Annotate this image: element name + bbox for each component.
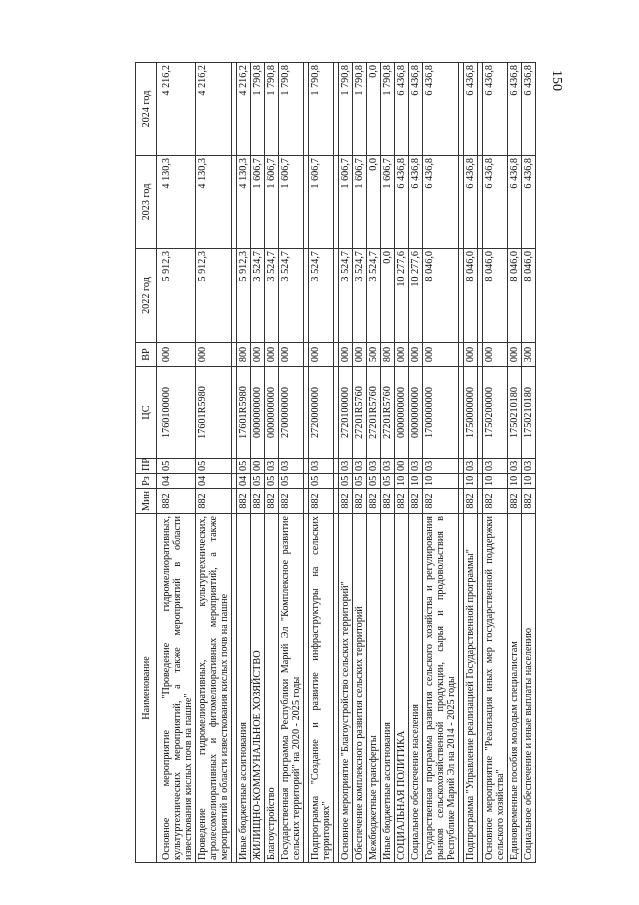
cell-2024: 6 436,8 [508,63,522,156]
cell-2023: 6 436,8 [409,156,423,249]
cell-cs: 0000000000 [395,367,409,459]
cell-name: Единовременные пособия молодым специалистам [508,514,522,863]
cell-pr: 03 [522,459,536,474]
cell-2023: 6 436,8 [508,156,522,249]
cell-rz: 05 [279,474,304,489]
cell-pr: 03 [464,459,478,474]
cell-vr: 800 [237,343,251,367]
cell-name: Обеспечение комплексного развития сельских территорий [353,514,367,863]
cell-min: 882 [464,489,478,514]
cell-2023: 6 436,8 [464,156,478,249]
cell-2022: 8 046,0 [464,249,478,343]
cell-2022: 8 046,0 [483,249,508,343]
cell-2024: 6 436,8 [395,63,409,156]
cell-pr: 03 [508,459,522,474]
cell-cs: 1750210180 [522,367,536,459]
cell-2024: 1 790,8 [265,63,279,156]
cell-min: 882 [279,489,304,514]
cell-name: СОЦИАЛЬНАЯ ПОЛИТИКА [395,514,409,863]
cell-vr: 000 [265,343,279,367]
cell-vr: 000 [251,343,265,367]
cell-2023: 1 606,7 [279,156,304,249]
cell-rz: 05 [265,474,279,489]
cell-min: 882 [196,489,232,514]
cell-vr: 300 [522,343,536,367]
cell-pr: 00 [251,459,265,474]
cell-rz: 05 [251,474,265,489]
cell-min: 882 [353,489,367,514]
cell-vr: 000 [483,343,508,367]
cell-2023: 6 436,8 [483,156,508,249]
table-body [157,63,536,863]
cell-2024: 6 436,8 [423,63,459,156]
cell-2022: 5 912,3 [237,249,251,343]
cell-name: Социальное обеспечение и иные выплаты населению [522,514,536,863]
cell-vr: 000 [508,343,522,367]
cell-cs: 27201R5760 [353,367,367,459]
table-row [265,63,279,863]
cell-pr: 03 [265,459,279,474]
cell-vr: 000 [339,343,353,367]
cell-2022: 3 524,7 [251,249,265,343]
cell-vr: 000 [464,343,478,367]
cell-2022: 10 277,6 [409,249,423,343]
cell-name: Государственная программа развития сельского хозяйства и регулирования рынков сельскохозяйственной продукции, сырья и продовольствия в Республике Марий Эл на 2014 - 2025 годы [423,514,459,863]
cell-cs: 27201R5760 [367,367,381,459]
header-pr: ПР [136,459,157,474]
header-2022: 2022 год [136,249,157,343]
cell-2023: 1 606,7 [353,156,367,249]
table-row [522,63,536,863]
cell-rz: 05 [339,474,353,489]
cell-vr: 000 [196,343,232,367]
cell-2022: 3 524,7 [309,249,334,343]
cell-2022: 3 524,7 [339,249,353,343]
table-row [339,63,353,863]
cell-name: Благоустройство [265,514,279,863]
cell-min: 882 [423,489,459,514]
cell-2024: 4 216,2 [237,63,251,156]
cell-cs: 0000000000 [265,367,279,459]
cell-vr: 000 [309,343,334,367]
cell-cs: 2700000000 [279,367,304,459]
table-row [508,63,522,863]
cell-pr: 00 [395,459,409,474]
cell-pr: 03 [423,459,459,474]
cell-cs: 27201R5760 [381,367,395,459]
cell-2022: 5 912,3 [196,249,232,343]
header-row [136,63,157,863]
cell-vr: 000 [423,343,459,367]
cell-2024: 1 790,8 [251,63,265,156]
cell-rz: 05 [381,474,395,489]
cell-pr: 03 [367,459,381,474]
table-row [251,63,265,863]
cell-min: 882 [409,489,423,514]
rotated-page [135,63,625,863]
cell-vr: 000 [279,343,304,367]
cell-rz: 04 [157,474,196,489]
cell-rz: 04 [196,474,232,489]
cell-2022: 8 046,0 [423,249,459,343]
table-row [483,63,508,863]
cell-2023: 1 606,7 [381,156,395,249]
cell-2023: 6 436,8 [522,156,536,249]
table-row [367,63,381,863]
header-vr: ВР [136,343,157,367]
cell-2024: 1 790,8 [339,63,353,156]
cell-2024: 6 436,8 [464,63,478,156]
cell-name: Иные бюджетные ассигнования [237,514,251,863]
cell-2023: 6 436,8 [423,156,459,249]
header-2023: 2023 год [136,156,157,249]
table-row [309,63,334,863]
cell-name: Подпрограмма "Создание и развитие инфраструктуры на сельских территориях" [309,514,334,863]
table-row [353,63,367,863]
table-row [464,63,478,863]
cell-min: 882 [251,489,265,514]
cell-pr: 03 [381,459,395,474]
cell-2023: 1 606,7 [339,156,353,249]
cell-cs: 1760100000 [157,367,196,459]
header-2024: 2024 год [136,63,157,156]
cell-cs: 0000000000 [251,367,265,459]
cell-pr: 03 [279,459,304,474]
cell-cs: 17601R5980 [196,367,232,459]
cell-vr: 000 [409,343,423,367]
cell-cs: 2720100000 [339,367,353,459]
cell-min: 882 [367,489,381,514]
cell-pr: 05 [196,459,232,474]
cell-2023: 4 130,3 [237,156,251,249]
cell-vr: 000 [395,343,409,367]
cell-2024: 4 216,2 [196,63,232,156]
cell-2023: 0,0 [367,156,381,249]
cell-2024: 1 790,8 [309,63,334,156]
table-row [423,63,459,863]
table-row [279,63,304,863]
cell-rz: 05 [353,474,367,489]
cell-cs: 1750000000 [464,367,478,459]
cell-2024: 1 790,8 [353,63,367,156]
cell-pr: 05 [237,459,251,474]
table-row [395,63,409,863]
cell-2022: 3 524,7 [279,249,304,343]
budget-table [135,62,536,863]
cell-name: Иные бюджетные ассигнования [381,514,395,863]
cell-2022: 8 046,0 [522,249,536,343]
cell-2022: 0,0 [381,249,395,343]
cell-2022: 3 524,7 [367,249,381,343]
cell-rz: 10 [423,474,459,489]
cell-2024: 6 436,8 [483,63,508,156]
cell-rz: 10 [464,474,478,489]
cell-2024: 1 790,8 [279,63,304,156]
cell-rz: 10 [522,474,536,489]
cell-2024: 6 436,8 [522,63,536,156]
cell-pr: 03 [353,459,367,474]
cell-min: 882 [483,489,508,514]
cell-rz: 10 [395,474,409,489]
cell-2023: 6 436,8 [395,156,409,249]
cell-2022: 8 046,0 [508,249,522,343]
cell-name: Проведение гидромелиоративных, культуртехнических, агролесомелиоративных и фитомелиоративных мероприятий, а также мероприятий в области известкования кислых почв на пашне [196,514,232,863]
cell-2024: 4 216,2 [157,63,196,156]
cell-2024: 0,0 [367,63,381,156]
cell-vr: 000 [157,343,196,367]
cell-min: 882 [157,489,196,514]
cell-name: Межбюджетные трансферты [367,514,381,863]
cell-2023: 1 606,7 [251,156,265,249]
cell-2023: 4 130,3 [157,156,196,249]
cell-min: 882 [339,489,353,514]
table-row [409,63,423,863]
cell-2022: 10 277,6 [395,249,409,343]
cell-2022: 3 524,7 [353,249,367,343]
cell-pr: 03 [309,459,334,474]
table-row [157,63,196,863]
cell-2022: 3 524,7 [265,249,279,343]
cell-vr: 000 [353,343,367,367]
page-number: 150 [549,70,564,91]
cell-name: Социальное обеспечение населения [409,514,423,863]
cell-name: Основное мероприятие "Реализация иных мер государственной поддержки сельского хозяйства" [483,514,508,863]
cell-rz: 05 [309,474,334,489]
table-row [381,63,395,863]
cell-min: 882 [237,489,251,514]
header-name: Наименование [136,514,157,863]
cell-cs: 1750210180 [508,367,522,459]
cell-cs: 1750200000 [483,367,508,459]
cell-vr: 800 [381,343,395,367]
table-row [196,63,232,863]
cell-pr: 03 [409,459,423,474]
cell-rz: 05 [367,474,381,489]
cell-name: Основное мероприятие "Благоустройство сельских территорий" [339,514,353,863]
cell-2022: 5 912,3 [157,249,196,343]
cell-rz: 10 [483,474,508,489]
cell-2023: 1 606,7 [265,156,279,249]
cell-name: Основное мероприятие "Проведение гидромелиоративных, культуртехнических мероприятий, а также мероприятий в области известкования кислых почв на пашне" [157,514,196,863]
cell-vr: 500 [367,343,381,367]
cell-min: 882 [381,489,395,514]
cell-2023: 1 606,7 [309,156,334,249]
cell-pr: 03 [339,459,353,474]
cell-min: 882 [309,489,334,514]
header-min: Мин [136,489,157,514]
cell-2024: 1 790,8 [381,63,395,156]
cell-min: 882 [265,489,279,514]
cell-name: ЖИЛИЩНО-КОММУНАЛЬНОЕ ХОЗЯЙСТВО [251,514,265,863]
cell-pr: 05 [157,459,196,474]
cell-cs: 17601R5980 [237,367,251,459]
cell-pr: 03 [483,459,508,474]
cell-rz: 10 [409,474,423,489]
cell-name: Государственная программа Республики Марий Эл "Комплексное развитие сельских территорий" на 2020 - 2025 годы [279,514,304,863]
cell-cs: 2720000000 [309,367,334,459]
table-row [237,63,251,863]
cell-2023: 4 130,3 [196,156,232,249]
cell-2024: 6 436,8 [409,63,423,156]
cell-min: 882 [508,489,522,514]
header-cs: ЦС [136,367,157,459]
header-rz: Рз [136,474,157,489]
cell-min: 882 [395,489,409,514]
cell-name: Подпрограмма "Управление реализацией Государственной программы" [464,514,478,863]
cell-rz: 04 [237,474,251,489]
cell-cs: 1700000000 [423,367,459,459]
cell-cs: 0000000000 [409,367,423,459]
cell-rz: 10 [508,474,522,489]
cell-min: 882 [522,489,536,514]
